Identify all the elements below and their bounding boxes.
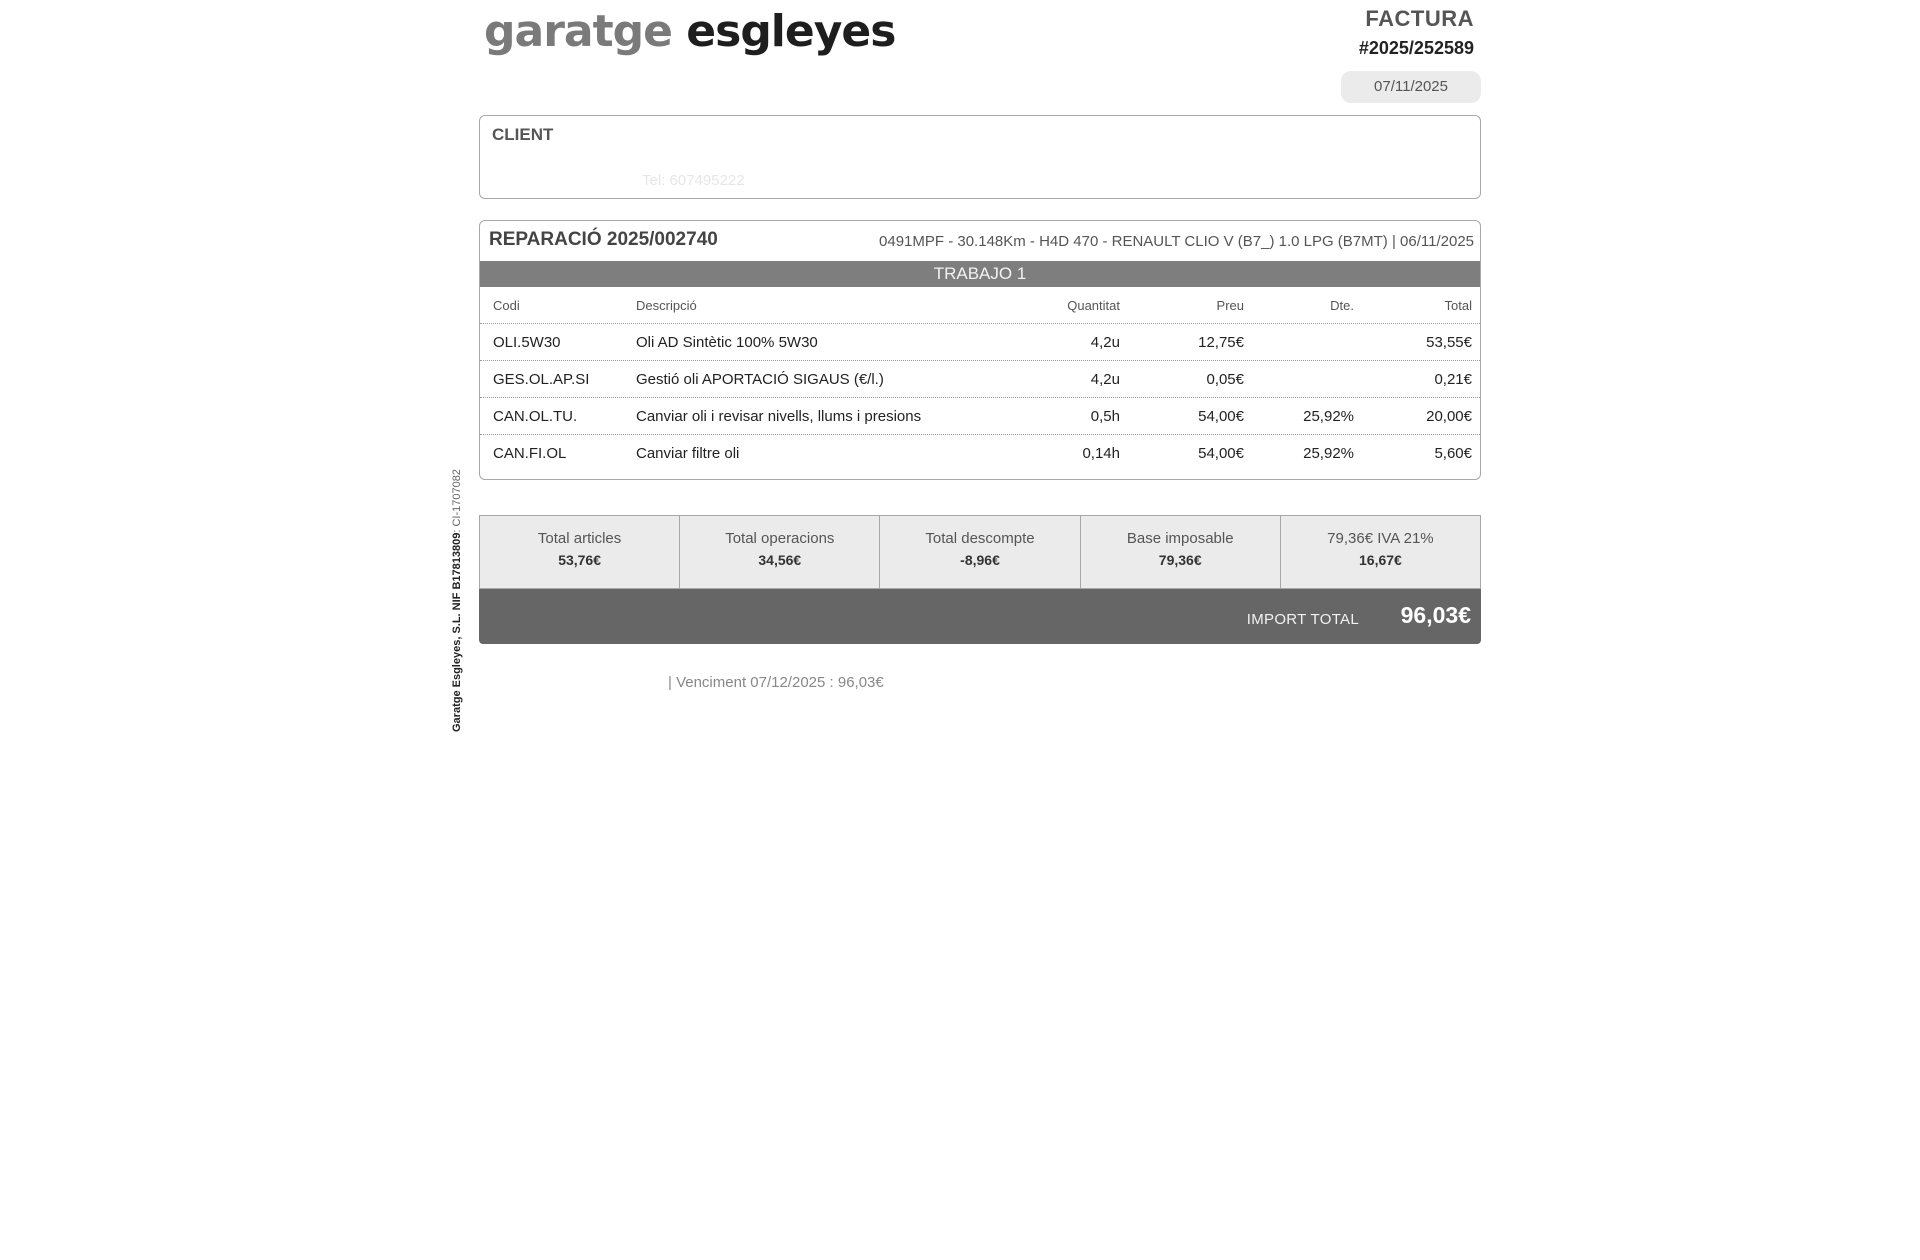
invoice-number: #2025/252589 (1358, 38, 1474, 58)
grand-total-value: 96,03€ (1400, 602, 1471, 628)
line-description: Canviar oli i revisar nivells, llums i presions (636, 408, 922, 425)
line-quantity: 4,2u (1090, 334, 1120, 351)
line-discount: 25,92% (1303, 445, 1354, 462)
logo-part-2: esgleyes (686, 6, 896, 57)
line-total: 20,00€ (1426, 408, 1472, 425)
line-code: GES.OL.AP.SI (493, 371, 590, 388)
vat-cell (1281, 516, 1480, 588)
taxable-base-cell (1081, 516, 1281, 588)
total-value: 79,36€ (1158, 552, 1202, 568)
line-price: 54,00€ (1198, 445, 1244, 462)
total-value: -8,96€ (960, 552, 1000, 568)
column-header-total: Total (1444, 298, 1472, 313)
column-header-discount: Dte. (1330, 298, 1354, 313)
line-code: CAN.FI.OL (493, 445, 567, 462)
total-label: 79,36€ IVA 21% (1327, 530, 1434, 547)
company-legal-name: Garatge Esgleyes, S.L. NIF B17813809 (451, 532, 463, 732)
line-quantity: 0,14h (1082, 445, 1120, 462)
line-price: 0,05€ (1206, 371, 1244, 388)
total-value: 53,76€ (558, 552, 602, 568)
line-quantity: 0,5h (1090, 408, 1120, 425)
total-label: Total descompte (925, 530, 1035, 547)
line-price: 54,00€ (1198, 408, 1244, 425)
line-description: Canviar filtre oli (636, 445, 740, 462)
line-quantity: 4,2u (1090, 371, 1120, 388)
column-header-code: Codi (493, 298, 520, 313)
table-row (480, 435, 1480, 472)
total-operations-cell (680, 516, 880, 588)
total-articles-cell (480, 516, 680, 588)
line-code: OLI.5W30 (493, 334, 561, 351)
vertical-company-text (450, 469, 464, 732)
column-header-description: Descripció (636, 298, 697, 313)
repair-block (479, 220, 1481, 480)
invoice-date: 07/11/2025 (1341, 71, 1481, 103)
line-discount: 25,92% (1303, 408, 1354, 425)
table-row (480, 361, 1480, 398)
line-code: CAN.OL.TU. (493, 408, 578, 425)
vertical-company-info (450, 452, 464, 732)
logo-part-1: garatge (484, 6, 672, 57)
table-row (480, 398, 1480, 435)
repair-vehicle-info: 0491MPF - 30.148Km - H4D 470 - RENAULT CLIO V (B7_) 1.0 LPG (B7MT) | 06/11/2025 (879, 233, 1474, 250)
invoice-title: FACTURA (1365, 6, 1474, 31)
totals-summary (479, 515, 1481, 589)
line-items-table (480, 287, 1480, 472)
repair-title: REPARACIÓ 2025/002740 (489, 229, 718, 250)
client-label: CLIENT (492, 125, 554, 144)
column-header-price: Preu (1216, 298, 1244, 313)
due-date-line: | Venciment 07/12/2025 : 96,03€ (668, 674, 884, 691)
line-description: Gestió oli APORTACIÓ SIGAUS (€/l.) (636, 371, 884, 388)
total-label: Base imposable (1126, 530, 1234, 547)
total-label: Total operacions (725, 530, 835, 547)
table-row (480, 324, 1480, 361)
total-value: 34,56€ (758, 552, 802, 568)
client-phone: Tel: 607495222 (642, 172, 745, 189)
grand-total-bar (479, 589, 1481, 644)
company-logo (484, 6, 895, 58)
line-total: 0,21€ (1434, 371, 1472, 388)
column-header-quantity: Quantitat (1067, 298, 1120, 313)
company-register: : CI-1707082 (451, 469, 463, 533)
total-label: Total articles (537, 530, 622, 547)
total-discount-cell (880, 516, 1080, 588)
line-total: 53,55€ (1426, 334, 1472, 351)
client-box (479, 115, 1481, 199)
total-value: 16,67€ (1359, 552, 1402, 568)
grand-total-label: IMPORT TOTAL (1246, 611, 1359, 628)
line-price: 12,75€ (1198, 334, 1244, 351)
work-section-bar: TRABAJO 1 (480, 261, 1480, 287)
table-header-row (480, 287, 1480, 324)
line-total: 5,60€ (1434, 445, 1472, 462)
line-description: Oli AD Sintètic 100% 5W30 (636, 334, 818, 351)
